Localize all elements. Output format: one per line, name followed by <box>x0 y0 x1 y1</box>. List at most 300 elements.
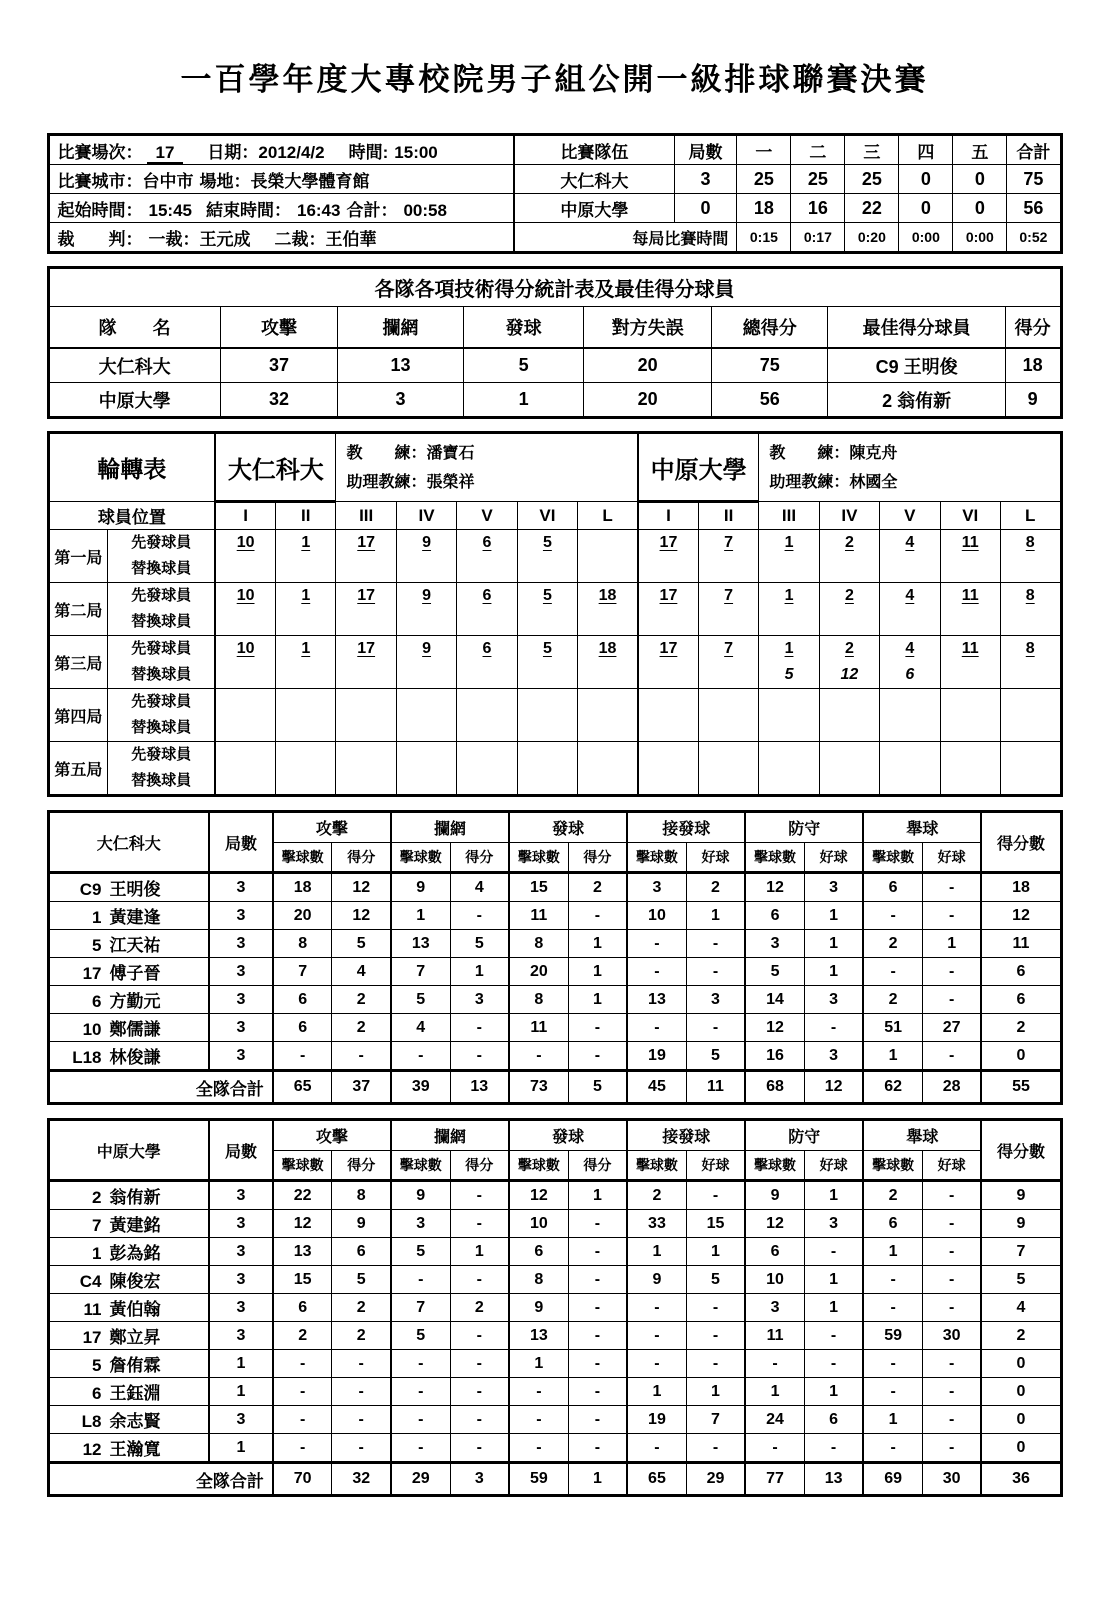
team1-set1: 25 <box>737 165 791 194</box>
team1-pos-II: II <box>276 502 336 530</box>
starter-number: 18 <box>598 587 617 604</box>
match-row-3 <box>48 194 1061 223</box>
player-points: 0 <box>981 1434 1061 1463</box>
stat-value: 2 <box>686 873 745 902</box>
player-name: 翁侑新 <box>109 1188 161 1207</box>
set-label: 第一局 <box>48 530 108 583</box>
starter-number <box>1001 742 1060 768</box>
starter-label: 先發球員 <box>131 587 192 604</box>
stat-value: 19 <box>627 1042 686 1071</box>
team1-rotation-cell <box>457 583 517 636</box>
team1-coach: 潘寶石 <box>426 444 475 462</box>
block-points-header: 得分 <box>450 1151 509 1181</box>
player-row <box>48 930 1061 958</box>
team1-rotation-cell <box>517 689 577 742</box>
total-stat-value: 28 <box>922 1071 981 1104</box>
stat-value: - <box>686 1434 745 1463</box>
starter-number <box>639 742 698 768</box>
stat-value: 12 <box>745 1014 804 1042</box>
team2-set5: 0 <box>953 194 1007 223</box>
total-stat-value: 65 <box>273 1071 332 1104</box>
team2-rotation-cell <box>638 689 698 742</box>
team1-rotation-cell <box>396 636 456 689</box>
stat-value: 6 <box>745 1238 804 1266</box>
stat-value: 27 <box>922 1014 981 1042</box>
substitute-number <box>518 768 577 794</box>
player-points: 5 <box>981 1266 1061 1294</box>
summary-team1-name: 大仁科大 <box>48 348 220 383</box>
total-stat-value: 13 <box>450 1071 509 1104</box>
substitute-number <box>397 609 456 635</box>
stat-value: 6 <box>273 1294 332 1322</box>
rotation-team2-coaches <box>759 433 1061 502</box>
substitute-number <box>336 768 395 794</box>
summary-header-best-player: 最佳得分球員 <box>828 307 1005 349</box>
team1-rotation-cell <box>396 583 456 636</box>
stat-value: - <box>863 1350 922 1378</box>
stat-value: - <box>332 1042 391 1071</box>
team2-rotation-cell <box>880 530 940 583</box>
duration: 00:58 <box>403 200 447 220</box>
team2-rotation-cell <box>940 530 1000 583</box>
team1-rotation-cell <box>336 583 396 636</box>
substitute-number <box>336 662 395 688</box>
stat-value: 22 <box>273 1181 332 1210</box>
stat-value: 1 <box>863 1238 922 1266</box>
team2-rotation-cell <box>759 636 819 689</box>
team2-rotation-cell <box>638 636 698 689</box>
stat-value: - <box>922 873 981 902</box>
match-session-info <box>48 135 514 165</box>
stat-value: 11 <box>509 1014 568 1042</box>
substitute-number <box>759 556 818 582</box>
rotation-set-row <box>48 742 1061 796</box>
stat-value: 5 <box>686 1266 745 1294</box>
total-stat-value: 29 <box>686 1463 745 1496</box>
stat-value: 2 <box>332 1322 391 1350</box>
dig-attempts-header: 擊球數 <box>745 1151 804 1181</box>
team2-pos-IV: IV <box>819 502 879 530</box>
team2-rotation-cell <box>698 530 758 583</box>
lineup-type-labels <box>108 530 215 583</box>
player-name: 黃建銘 <box>109 1216 161 1235</box>
reception-header: 接發球 <box>627 1120 745 1151</box>
starter-number <box>759 742 818 768</box>
player-name-cell <box>48 1210 209 1238</box>
team1-rotation-cell <box>457 742 517 796</box>
stat-value: 1 <box>863 1406 922 1434</box>
starter-number: 1 <box>784 587 794 604</box>
match-row-2 <box>48 165 1061 194</box>
stat-value: - <box>391 1434 450 1463</box>
starter-number: 6 <box>482 534 492 551</box>
player-row <box>48 1378 1061 1406</box>
stat-value: - <box>922 1378 981 1406</box>
summary-team2-best-player: 2 翁侑新 <box>828 383 1005 418</box>
stat-value: 1 <box>391 902 450 930</box>
stat-value: 7 <box>391 958 450 986</box>
team1-rotation-cell <box>578 689 638 742</box>
team-totals-row <box>48 1071 1061 1104</box>
set-good-header: 好球 <box>922 1151 981 1181</box>
team2-stats-table <box>47 1118 1063 1497</box>
starter-number: 11 <box>961 534 979 551</box>
stat-value: 5 <box>391 986 450 1014</box>
starter-number: 5 <box>542 587 552 604</box>
player-number: 11 <box>83 1300 102 1319</box>
stat-value: - <box>686 1181 745 1210</box>
stat-value: 3 <box>804 1042 863 1071</box>
stat-value: - <box>450 1181 509 1210</box>
set2-time: 0:17 <box>791 223 845 253</box>
player-points: 0 <box>981 1378 1061 1406</box>
stat-value: - <box>922 1406 981 1434</box>
team1-rotation-cell <box>276 742 336 796</box>
player-row <box>48 873 1061 902</box>
stat-value: - <box>745 1434 804 1463</box>
stat-value: - <box>568 1014 627 1042</box>
stat-value: - <box>686 1322 745 1350</box>
substitute-number <box>1001 768 1060 794</box>
substitute-number <box>1001 662 1060 688</box>
team-total-points: 55 <box>981 1071 1061 1104</box>
substitute-number <box>759 609 818 635</box>
dig-attempts-header: 擊球數 <box>745 843 804 873</box>
dig-good-header: 好球 <box>804 1151 863 1181</box>
team1-rotation-cell <box>215 742 275 796</box>
team1-rotation-cell <box>336 742 396 796</box>
substitute-number <box>699 715 758 741</box>
player-row <box>48 1042 1061 1071</box>
team1-rotation-cell <box>396 689 456 742</box>
summary-team1-block: 13 <box>338 348 464 383</box>
reception-attempts-header: 擊球數 <box>627 843 686 873</box>
summary-header-row <box>48 307 1061 349</box>
total-stat-value: 30 <box>922 1463 981 1496</box>
team2-rotation-cell <box>880 689 940 742</box>
stat-value: - <box>627 1294 686 1322</box>
team1-pos-III: III <box>336 502 396 530</box>
team1-rotation-cell <box>276 636 336 689</box>
substitute-number <box>639 662 698 688</box>
set-time-label: 每局比賽時間 <box>514 223 737 253</box>
starter-number: 5 <box>542 534 552 551</box>
team1-coach-line <box>346 439 637 468</box>
player-row <box>48 958 1061 986</box>
starter-number: 7 <box>724 534 734 551</box>
team2-rotation-cell <box>698 583 758 636</box>
team2-rotation-cell <box>759 742 819 796</box>
substitute-number <box>820 715 879 741</box>
substitute-number <box>336 715 395 741</box>
starter-number <box>578 742 637 768</box>
rotation-team1-coaches <box>336 433 638 502</box>
starter-number <box>639 689 698 715</box>
summary-team2-opp-errors: 20 <box>584 383 712 418</box>
team1-set5: 0 <box>953 165 1007 194</box>
substitute-number <box>578 556 637 582</box>
player-points: 9 <box>981 1181 1061 1210</box>
player-points: 0 <box>981 1350 1061 1378</box>
player-name-cell <box>48 1434 209 1463</box>
starter-number <box>578 530 637 556</box>
player-name: 王鈺淵 <box>109 1384 161 1403</box>
rotation-set-row <box>48 583 1061 636</box>
substitute-number <box>336 609 395 635</box>
substitute-number <box>941 768 1000 794</box>
total-stat-value: 73 <box>509 1071 568 1104</box>
stat-value: 2 <box>332 986 391 1014</box>
starter-number <box>518 742 577 768</box>
match-number: 17 <box>147 143 184 164</box>
stat-value: 12 <box>273 1210 332 1238</box>
total-stat-value: 29 <box>391 1463 450 1496</box>
starter-label: 先發球員 <box>131 746 192 763</box>
player-name-cell <box>48 986 209 1014</box>
team2-name: 中原大學 <box>514 194 674 223</box>
stat-value: 12 <box>509 1181 568 1210</box>
stat-value: 2 <box>568 873 627 902</box>
set-label: 第二局 <box>48 583 108 636</box>
total-stat-value: 12 <box>804 1071 863 1104</box>
stat-value: - <box>450 902 509 930</box>
stat-value: - <box>450 1042 509 1071</box>
stat-value: 1 <box>804 1181 863 1210</box>
stat-value: 8 <box>509 1266 568 1294</box>
team2-rotation-cell <box>759 689 819 742</box>
player-number: 17 <box>82 964 102 983</box>
end-time: 16:43 <box>296 200 341 220</box>
player-name-cell <box>48 1181 209 1210</box>
player-row <box>48 1434 1061 1463</box>
stat-value: 4 <box>332 958 391 986</box>
player-name-cell <box>48 873 209 902</box>
team2-rotation-cell <box>880 583 940 636</box>
team1-rotation-cell <box>396 742 456 796</box>
starter-number: 4 <box>905 534 915 551</box>
start-time: 15:45 <box>148 200 192 220</box>
substitute-number <box>397 556 456 582</box>
stat-value: - <box>627 1434 686 1463</box>
stat-value: - <box>922 958 981 986</box>
stat-value: - <box>804 1014 863 1042</box>
stat-value: 1 <box>804 930 863 958</box>
team2-pos-II: II <box>698 502 758 530</box>
stat-value: 59 <box>863 1322 922 1350</box>
team1-rotation-cell <box>215 530 275 583</box>
team2-rotation-cell <box>819 742 879 796</box>
team2-pos-V: V <box>880 502 940 530</box>
summary-header-total: 總得分 <box>711 307 827 349</box>
player-number: 6 <box>92 992 102 1011</box>
player-name: 方勤元 <box>109 992 161 1011</box>
starter-number: 10 <box>236 587 255 604</box>
stat-value: - <box>627 1014 686 1042</box>
starter-number: 2 <box>844 640 854 657</box>
player-points: 0 <box>981 1042 1061 1071</box>
ref1-name: 王元成 <box>199 229 251 249</box>
stat-value: 3 <box>804 986 863 1014</box>
summary-header-serve: 發球 <box>463 307 584 349</box>
ref2-label: 二裁： <box>274 229 326 249</box>
stat-value: - <box>450 1014 509 1042</box>
team2-rotation-cell <box>638 583 698 636</box>
starter-number <box>699 742 758 768</box>
team2-coach-line <box>769 439 1059 468</box>
stat-value: - <box>273 1378 332 1406</box>
team1-pos-I: I <box>215 502 275 530</box>
scoreboard-header-sets: 局數 <box>674 135 737 165</box>
serve-attempts-header: 擊球數 <box>509 1151 568 1181</box>
substitute-number <box>880 768 939 794</box>
player-name: 傅子晉 <box>109 964 161 983</box>
total-stat-value: 77 <box>745 1463 804 1496</box>
stat-value: - <box>568 1294 627 1322</box>
team1-rotation-cell <box>276 689 336 742</box>
player-points: 7 <box>981 1238 1061 1266</box>
starter-number: 7 <box>724 640 734 657</box>
player-points: 6 <box>981 958 1061 986</box>
team2-pos-VI: VI <box>940 502 1000 530</box>
starter-label: 先發球員 <box>131 640 192 657</box>
set1-time: 0:15 <box>737 223 791 253</box>
team2-rotation-cell <box>759 583 819 636</box>
stat-value: 3 <box>804 1210 863 1238</box>
stat-value: - <box>922 1434 981 1463</box>
substitute-number <box>276 556 335 582</box>
stat-value: - <box>568 1406 627 1434</box>
substitute-number <box>820 768 879 794</box>
starter-number <box>397 689 456 715</box>
stat-value: - <box>450 1266 509 1294</box>
substitute-number <box>216 715 275 741</box>
starter-number: 11 <box>961 640 979 657</box>
stat-value: - <box>922 1294 981 1322</box>
team2-rotation-cell <box>1000 689 1061 742</box>
match-number-label: 比賽場次： <box>57 142 143 162</box>
summary-header-block: 攔網 <box>338 307 464 349</box>
player-name-cell <box>48 1266 209 1294</box>
stat-value: - <box>332 1350 391 1378</box>
stat-value: 3 <box>391 1210 450 1238</box>
set-header: 舉球 <box>863 1120 981 1151</box>
player-name-cell <box>48 1350 209 1378</box>
stat-value: 6 <box>273 1014 332 1042</box>
team2-rotation-cell <box>940 583 1000 636</box>
substitute-number <box>518 715 577 741</box>
substitute-number <box>941 662 1000 688</box>
substitute-number <box>820 556 879 582</box>
player-points: 0 <box>981 1406 1061 1434</box>
player-sets-played: 1 <box>209 1434 273 1463</box>
summary-header-attack: 攻擊 <box>220 307 338 349</box>
total-stat-value: 5 <box>568 1071 627 1104</box>
stat-value: - <box>804 1434 863 1463</box>
stat-value: - <box>686 1294 745 1322</box>
team2-rotation-cell <box>759 530 819 583</box>
player-number: 2 <box>92 1188 102 1207</box>
player-name: 江天祐 <box>109 936 161 955</box>
stat-value: - <box>863 1434 922 1463</box>
summary-title-row <box>48 268 1061 307</box>
match-info-table <box>47 133 1063 254</box>
team1-rotation-cell <box>276 583 336 636</box>
stat-value: 1 <box>745 1378 804 1406</box>
city-label: 比賽城市： <box>57 171 143 191</box>
substitute-number <box>880 715 939 741</box>
attack-points-header: 得分 <box>332 1151 391 1181</box>
team2-set2: 16 <box>791 194 845 223</box>
player-name: 林俊謙 <box>109 1048 161 1067</box>
serve-attempts-header: 擊球數 <box>509 843 568 873</box>
player-sets-played: 3 <box>209 1406 273 1434</box>
serve-header: 發球 <box>509 1120 627 1151</box>
block-header: 攔網 <box>391 1120 509 1151</box>
total-stat-value: 59 <box>509 1463 568 1496</box>
stat-value: - <box>332 1434 391 1463</box>
stat-value: 24 <box>745 1406 804 1434</box>
total-stat-value: 65 <box>627 1463 686 1496</box>
team1-pos-IV: IV <box>396 502 456 530</box>
points-header: 得分數 <box>981 1120 1061 1181</box>
player-name: 鄭立昇 <box>109 1328 161 1347</box>
team1-set4: 0 <box>899 165 953 194</box>
starter-number: 1 <box>784 534 794 551</box>
stat-value: 1 <box>863 1042 922 1071</box>
team2-rotation-cell <box>940 636 1000 689</box>
starter-number <box>759 689 818 715</box>
sets-header: 局數 <box>209 812 273 873</box>
stat-value: - <box>509 1378 568 1406</box>
stat-value: - <box>922 1266 981 1294</box>
player-points: 12 <box>981 902 1061 930</box>
team1-rotation-cell <box>517 636 577 689</box>
team2-rotation-cell <box>819 636 879 689</box>
dig-good-header: 好球 <box>804 843 863 873</box>
block-points-header: 得分 <box>450 843 509 873</box>
team2-set3: 22 <box>845 194 899 223</box>
player-sets-played: 3 <box>209 958 273 986</box>
team2-stats-header-row <box>48 1120 1061 1151</box>
team2-total: 56 <box>1007 194 1061 223</box>
substitute-label: 替換球員 <box>131 560 192 577</box>
stat-value: 9 <box>391 1181 450 1210</box>
team1-pos-VI: VI <box>517 502 577 530</box>
substitute-number <box>457 715 516 741</box>
player-number: 1 <box>92 1244 102 1263</box>
stat-value: 5 <box>450 930 509 958</box>
stat-value: - <box>273 1406 332 1434</box>
stat-value: - <box>391 1350 450 1378</box>
substitute-number <box>578 768 637 794</box>
team1-assistant-line <box>346 468 637 497</box>
scoreboard-header-set1: 一 <box>737 135 791 165</box>
stat-value: - <box>568 1042 627 1071</box>
starter-number: 2 <box>844 534 854 551</box>
stat-value: - <box>686 930 745 958</box>
total-stat-value: 3 <box>450 1463 509 1496</box>
stat-value: 33 <box>627 1210 686 1238</box>
team2-rotation-cell <box>1000 742 1061 796</box>
stat-value: 30 <box>922 1322 981 1350</box>
stat-value: - <box>863 958 922 986</box>
stat-value: 19 <box>627 1406 686 1434</box>
substitute-number <box>276 768 335 794</box>
stat-value: 12 <box>332 902 391 930</box>
stat-value: 15 <box>686 1210 745 1238</box>
team2-rotation-cell <box>940 689 1000 742</box>
substitute-number <box>941 715 1000 741</box>
